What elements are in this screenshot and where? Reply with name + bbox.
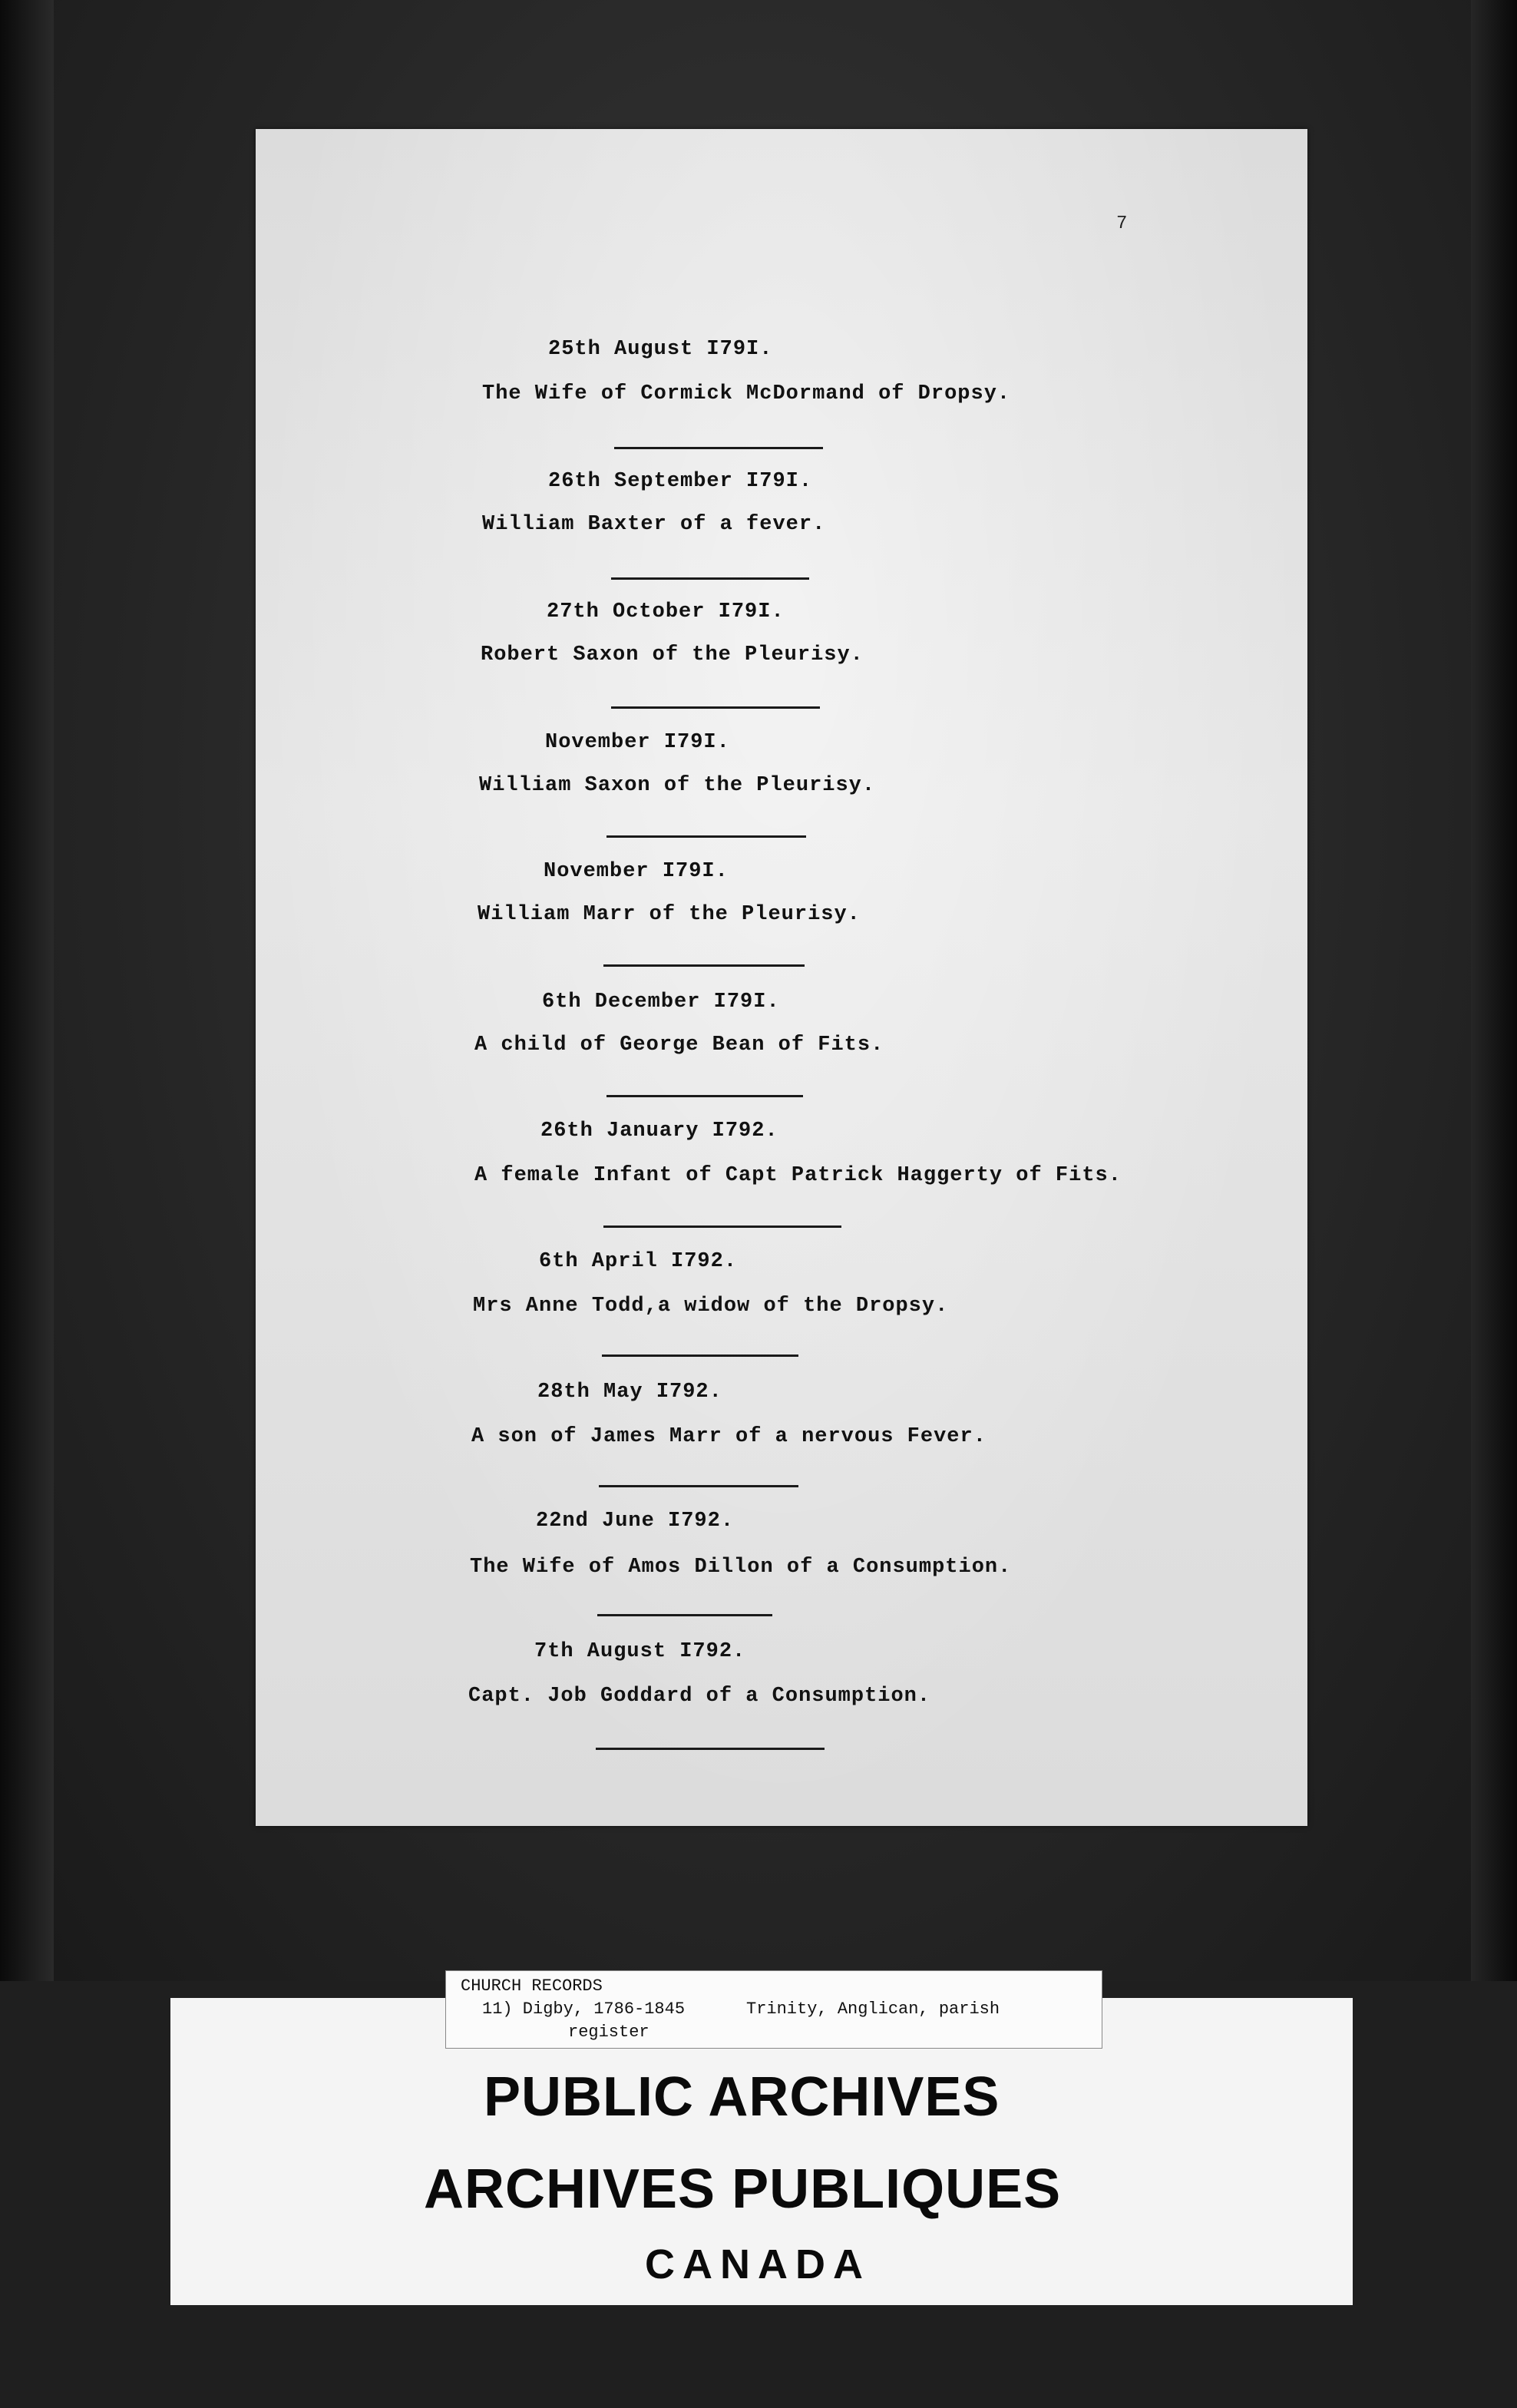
entry-text: William Marr of the Pleurisy. — [478, 903, 861, 926]
tag-location: 11) Digby, 1786-1845 — [482, 2000, 686, 2019]
entry-separator — [611, 577, 809, 580]
entry-text: William Baxter of a fever. — [482, 513, 826, 536]
entry-separator — [614, 447, 823, 449]
entry-text: William Saxon of the Pleurisy. — [479, 774, 876, 797]
entry-separator — [602, 1354, 798, 1357]
tag-register: register — [568, 2023, 649, 2042]
entry-separator — [599, 1485, 798, 1487]
page-number: 7 — [1116, 213, 1128, 234]
entry-separator — [603, 964, 805, 967]
archive-label-country: CANADA — [645, 2241, 871, 2287]
entry-date: 26th January I792. — [540, 1120, 778, 1143]
entry-date: November I79I. — [544, 860, 729, 883]
entry-text: The Wife of Cormick McDormand of Dropsy. — [482, 382, 1011, 405]
entry-text: A son of James Marr of a nervous Fever. — [471, 1425, 987, 1448]
entry-date: November I79I. — [545, 731, 730, 754]
archive-label-french: ARCHIVES PUBLIQUES — [424, 2158, 1062, 2220]
entry-separator — [606, 1095, 803, 1097]
entry-date: 25th August I79I. — [548, 338, 773, 361]
entry-text: Mrs Anne Todd,a widow of the Dropsy. — [473, 1295, 949, 1318]
entry-date: 28th May I792. — [537, 1381, 722, 1404]
entry-separator — [611, 706, 820, 709]
entry-date: 26th September I79I. — [548, 470, 813, 493]
entry-separator — [597, 1614, 772, 1616]
entry-date: 6th April I792. — [539, 1250, 738, 1273]
entry-text: Capt. Job Goddard of a Consumption. — [468, 1685, 931, 1708]
film-edge-left — [0, 0, 54, 1981]
tag-description: Trinity, Anglican, parish — [746, 2000, 1000, 2019]
entry-text: A female Infant of Capt Patrick Haggerty of Fits. — [474, 1164, 1122, 1187]
tag-heading: CHURCH RECORDS — [461, 1976, 603, 1996]
entry-separator — [596, 1748, 825, 1750]
entry-date: 27th October I79I. — [547, 600, 785, 624]
entry-separator — [603, 1226, 841, 1228]
entry-text: Robert Saxon of the Pleurisy. — [481, 643, 864, 666]
entry-text: A child of George Bean of Fits. — [474, 1034, 884, 1057]
entry-separator — [606, 835, 806, 838]
entry-text: The Wife of Amos Dillon of a Consumption. — [470, 1556, 1012, 1579]
archive-label-english: PUBLIC ARCHIVES — [484, 2066, 1000, 2128]
entry-date: 7th August I792. — [534, 1640, 746, 1663]
film-edge-right — [1471, 0, 1517, 1981]
entry-date: 6th December I79I. — [542, 991, 780, 1014]
entry-date: 22nd June I792. — [536, 1510, 735, 1533]
